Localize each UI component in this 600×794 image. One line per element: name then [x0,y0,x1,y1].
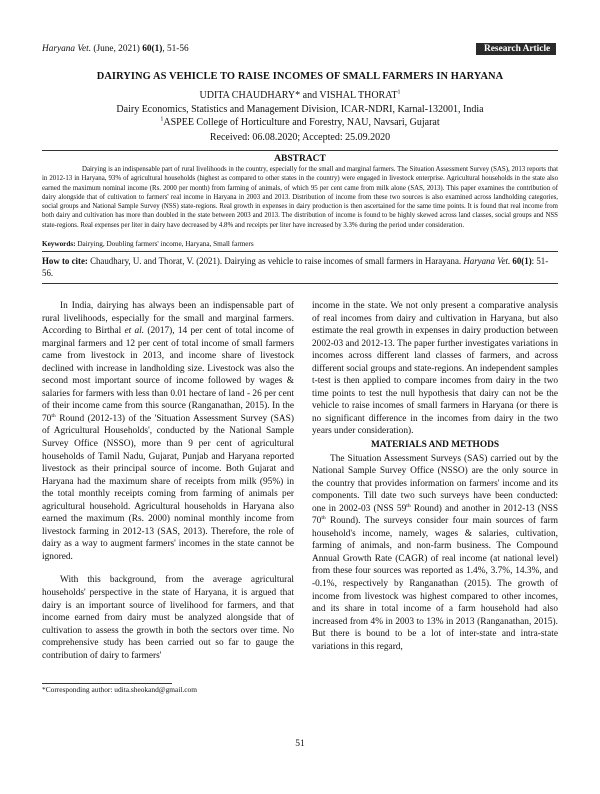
text-run: (2017), 14 per cent of total income of marginal farmers and 12 per cent of total income of small farmers came from livestock in 2013, and income share of livestock declined with increase in landholding size. Livestock was also the second most important source of income followed by wages & salaries for farmers with less than 0.01 hectare of land - 26 per cent of their income came from this source (Ranganathan, 2015). In the 70 [42,326,294,424]
journal-citation-header [42,44,189,54]
text-run: In India, dairying has always been an indispensable part of rural livelihoods, especially for the small and marginal farmers. According to Birthal [42,301,294,337]
affiliation-2-text: ASPEE College of Horticulture and Forestry, NAU, Navsari, Gujarat [163,117,440,128]
divider-bottom [42,283,558,284]
intro-paragraph-1 [42,300,294,563]
intro-paragraph-3: income in the state. We not only present a comparative analysis of real incomes from dairy and cultivation in Haryana, but also estimate the real growth in expenses in dairy production between 2002-03 and 2012-13. The paper further investigates variations in incomes across different land classes of farmers, and across different social groups and state-regions. An independent samples t-test is then applied to compare incomes from dairy in the two time points to test the null hypothesis that dairy can not be the vehicle to raise incomes of small farmers in Haryana (or there is no significant difference in the incomes from dairy in the two years under consideration). [312,301,558,437]
text-run: The Situation Assessment Surveys (SAS) carried out by the National Sample Survey Office (NSSO) are the only source in the country that provides information on farmers' income and its components. Till date two such surveys have been conducted: one in 2002-03 (NSS 59 [312,453,558,514]
ordinal-superscript: th [321,515,326,522]
affiliation-2 [42,117,558,128]
body-column-left [42,300,294,662]
text-run: Round) and another in 2012-13 (NSS 70 [312,503,559,527]
text-run-italic: et al. [124,326,145,337]
how-to-cite [42,256,558,279]
authors [42,90,558,101]
corresponding-author-footnote: *Corresponding author: udita.sheokand@gmail.com [42,685,198,694]
cite-text: Chaudhary, U. and Thorat, V. (2021). Dairying as vehicle to raise incomes of small farmers in Harayana. [87,256,464,266]
article-type-badge: Research Article [476,43,556,55]
affiliation-2-mark: 1 [160,116,164,123]
cite-label: How to cite: [42,256,88,266]
intro-paragraph-2: With this background, from the average agricultural households' perspective in the state of Haryana, it is argued that dairy is an important source of livelihood for farmers, and that income earned from dairy must be analyzed alongside that of cultivation to assess the growth in both the sectors over time. No comprehensive study has been carried out so far to gauge the contribution of dairy to farmers' [42,575,294,661]
divider-middle [42,251,558,252]
author-names: UDITA CHAUDHARY* and VISHAL THORAT [199,90,398,101]
keywords-list: Dairying, Doubling farmers' income, Haryana, Small farmers [75,240,254,248]
cite-journal: Haryana Vet. [463,256,511,266]
divider-top [42,150,558,151]
ordinal-superscript: th [406,502,411,509]
footnote-divider [42,683,172,684]
author-affiliation-mark: 1 [397,89,401,96]
journal-volume: 60(1) [142,44,163,54]
methods-paragraph-1 [312,453,558,654]
paper-title: DAIRYING AS VEHICLE TO RAISE INCOMES OF SMALL FARMERS IN HARYANA [96,71,504,82]
section-heading-materials-methods: MATERIALS AND METHODS [370,440,500,451]
text-run: Round (2012-13) of the 'Situation Assessment Survey (SAS) of Agricultural Households', conducted by the National Sample Survey Office (NSSO), more than 9 per cent of agricultural households of Tamil Nadu, Gujarat, Punjab and Haryana reported livestock as their principal source of income. Both Gujarat and Haryana had the maximum share of receipts from milk (95%) in the total monthly receipts coming from farming of animals per agricultural household. Agricultural households in Haryana also earned the maximum (Rs. 2000) nominal monthly income from livestock farming in 2012-13 (SAS, 2013). Therefore, the role of dairy as a way to augment farmers' incomes in the state cannot be ignored. [42,413,294,562]
journal-pages: , 51-56 [162,44,189,54]
ordinal-superscript: th [51,412,56,419]
journal-name: Haryana Vet. [42,44,92,54]
abstract-heading: ABSTRACT [274,154,326,164]
keywords [42,240,558,248]
body-column-right [312,300,558,653]
keywords-label: Keywords: [42,240,76,248]
journal-issue: (June, 2021) [91,44,143,54]
text-run: Round). The surveys consider four main sources of farm household's income, namely, wages & salaries, cultivation, farming of animals, and non-farm business. The Compound Annual Growth Rate (CAGR) of real income (at national level) from these four sources was reported as 1.4%, 3.7%, 14.3%, and -0.1%, respectively by Ranganathan (2015). The growth of income from livestock was highest compared to other incomes, and its share in total income of a farm household had also increased from 4% in 2003 to 13% in 2013 (Ranganathan, 2015). But there is bound to be a lot of inter-state and intra-state variations in this regard, [312,516,558,652]
affiliation-1: Dairy Economics, Statistics and Management Division, ICAR-NDRI, Karnal-132001, India [116,104,484,115]
page-number: 51 [295,739,305,749]
received-accepted-dates: Received: 06.08.2020; Accepted: 25.09.2020 [209,132,391,143]
abstract-text: Dairying is an indispensable part of rural livelihoods in the country, especially for the small and marginal farmers. The Situation Assessment Survey (SAS), 2013 reports that in 2012-13 in Haryana, 93% of agricultural households (highest as compared to other states in the country) were engaged in livestock enterprise. Agricultural households in the state also earned the maximum nominal income (Rs. 2000 per month) from farming of animals, of which 95 per cent came from milk alone (SAS, 2013). This paper examines the contribution of dairy alongside that of cultivation to farmers' real income in Haryana in 2003 and 2013. Distribution of income from these two sources is also examined across landholding categories, social groups and National Sample Survey (NSS) state-regions. Real growth in expenses in dairy production is then ascertained for the same time points. It is found that real income from both dairy and cultivation has more than doubled in the state between 2003 and 2013. The distribution of income is found to be highly skewed across land classes, social groups and NSS state-regions. Real expenses per liter in dairy have decreased by 4.8% and receipts per liter have increased by 3.3% during the period under consideration. [42,166,558,229]
cite-pages: : 51-56. [42,256,549,278]
cite-volume: 60(1) [512,256,532,266]
